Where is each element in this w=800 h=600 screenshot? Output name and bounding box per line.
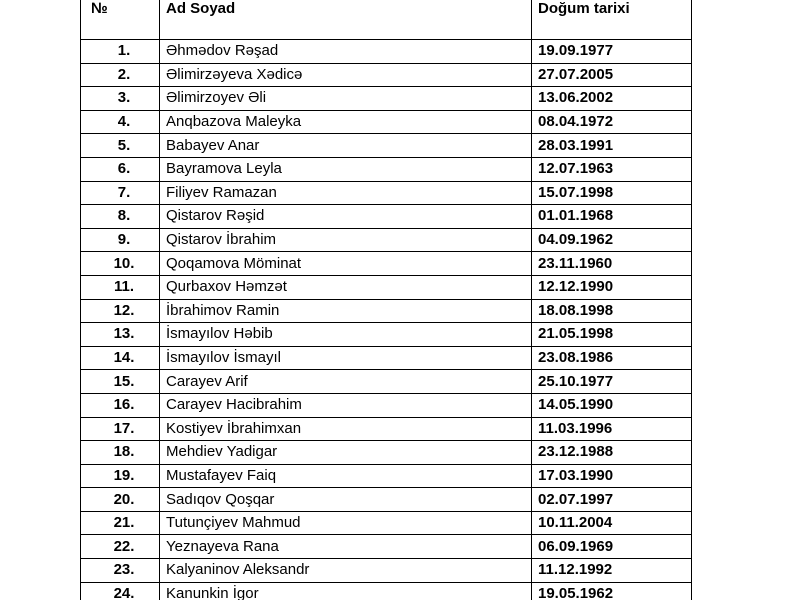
row-number: 5. <box>81 134 160 158</box>
header-birthdate: Doğum tarixi <box>532 0 692 40</box>
row-name: İbrahimov Ramin <box>160 299 532 323</box>
row-number: 7. <box>81 181 160 205</box>
row-name: Qoqamova Möminat <box>160 252 532 276</box>
row-birthdate: 11.12.1992 <box>532 559 692 583</box>
row-birthdate: 19.09.1977 <box>532 40 692 64</box>
row-name: Anqbazova Maleyka <box>160 110 532 134</box>
table-row <box>81 40 692 64</box>
row-name: Yeznayeva Rana <box>160 535 532 559</box>
table-row <box>81 346 692 370</box>
row-birthdate: 23.12.1988 <box>532 441 692 465</box>
table-row <box>81 275 692 299</box>
row-number: 4. <box>81 110 160 134</box>
row-name: Bayramova Leyla <box>160 157 532 181</box>
row-number: 13. <box>81 323 160 347</box>
row-number: 2. <box>81 63 160 87</box>
row-birthdate: 01.01.1968 <box>532 205 692 229</box>
table-row <box>81 488 692 512</box>
table-row <box>81 205 692 229</box>
table-row <box>81 110 692 134</box>
table-row <box>81 535 692 559</box>
table-row <box>81 252 692 276</box>
row-name: Babayev Anar <box>160 134 532 158</box>
table-row <box>81 63 692 87</box>
row-number: 14. <box>81 346 160 370</box>
row-name: Carayev Hacibrahim <box>160 393 532 417</box>
table-row <box>81 87 692 111</box>
row-birthdate: 23.11.1960 <box>532 252 692 276</box>
row-number: 21. <box>81 511 160 535</box>
table-row <box>81 299 692 323</box>
table-row <box>81 559 692 583</box>
row-birthdate: 04.09.1962 <box>532 228 692 252</box>
row-birthdate: 13.06.2002 <box>532 87 692 111</box>
header-row <box>81 0 692 40</box>
table-row <box>81 393 692 417</box>
row-birthdate: 11.03.1996 <box>532 417 692 441</box>
table-row <box>81 228 692 252</box>
row-birthdate: 06.09.1969 <box>532 535 692 559</box>
row-birthdate: 15.07.1998 <box>532 181 692 205</box>
row-number: 20. <box>81 488 160 512</box>
row-name: Əlimirzoyev Əli <box>160 87 532 111</box>
row-name: Kalyaninov Aleksandr <box>160 559 532 583</box>
table-row <box>81 181 692 205</box>
row-name: İsmayılov Həbib <box>160 323 532 347</box>
table-row <box>81 134 692 158</box>
row-name: Tutunçiyev Mahmud <box>160 511 532 535</box>
row-birthdate: 18.08.1998 <box>532 299 692 323</box>
row-name: Əhmədov Rəşad <box>160 40 532 64</box>
row-number: 3. <box>81 87 160 111</box>
row-number: 17. <box>81 417 160 441</box>
row-name: Mehdiev Yadigar <box>160 441 532 465</box>
row-number: 16. <box>81 393 160 417</box>
table-row <box>81 157 692 181</box>
table-row <box>81 441 692 465</box>
row-birthdate: 19.05.1962 <box>532 582 692 600</box>
row-number: 19. <box>81 464 160 488</box>
table-body <box>81 40 692 600</box>
row-name: Qistarov İbrahim <box>160 228 532 252</box>
row-birthdate: 27.07.2005 <box>532 63 692 87</box>
row-name: İsmayılov İsmayıl <box>160 346 532 370</box>
row-name: Mustafayev Faiq <box>160 464 532 488</box>
row-number: 10. <box>81 252 160 276</box>
row-birthdate: 28.03.1991 <box>532 134 692 158</box>
row-number: 6. <box>81 157 160 181</box>
row-name: Əlimirzəyeva Xədicə <box>160 63 532 87</box>
table-row <box>81 370 692 394</box>
table-row <box>81 464 692 488</box>
row-number: 12. <box>81 299 160 323</box>
row-number: 1. <box>81 40 160 64</box>
row-birthdate: 23.08.1986 <box>532 346 692 370</box>
row-name: Filiyev Ramazan <box>160 181 532 205</box>
row-name: Kostiyev İbrahimxan <box>160 417 532 441</box>
row-birthdate: 17.03.1990 <box>532 464 692 488</box>
row-number: 9. <box>81 228 160 252</box>
row-name: Carayev Arif <box>160 370 532 394</box>
table-row <box>81 511 692 535</box>
row-name: Qurbaxov Həmzət <box>160 275 532 299</box>
row-number: 11. <box>81 275 160 299</box>
row-birthdate: 12.12.1990 <box>532 275 692 299</box>
row-number: 22. <box>81 535 160 559</box>
table-row <box>81 582 692 600</box>
row-name: Kanunkin İgor <box>160 582 532 600</box>
row-number: 18. <box>81 441 160 465</box>
row-birthdate: 10.11.2004 <box>532 511 692 535</box>
row-birthdate: 21.05.1998 <box>532 323 692 347</box>
row-birthdate: 02.07.1997 <box>532 488 692 512</box>
header-name: Ad Soyad <box>160 0 532 40</box>
table-row <box>81 417 692 441</box>
table-row <box>81 323 692 347</box>
row-number: 24. <box>81 582 160 600</box>
row-birthdate: 25.10.1977 <box>532 370 692 394</box>
row-name: Sadıqov Qoşqar <box>160 488 532 512</box>
header-number: № <box>81 0 160 40</box>
row-number: 23. <box>81 559 160 583</box>
row-number: 8. <box>81 205 160 229</box>
table-header <box>81 0 692 40</box>
row-birthdate: 14.05.1990 <box>532 393 692 417</box>
row-birthdate: 12.07.1963 <box>532 157 692 181</box>
people-table-container <box>80 0 691 600</box>
row-number: 15. <box>81 370 160 394</box>
people-table <box>80 0 692 600</box>
row-birthdate: 08.04.1972 <box>532 110 692 134</box>
row-name: Qistarov Rəşid <box>160 205 532 229</box>
